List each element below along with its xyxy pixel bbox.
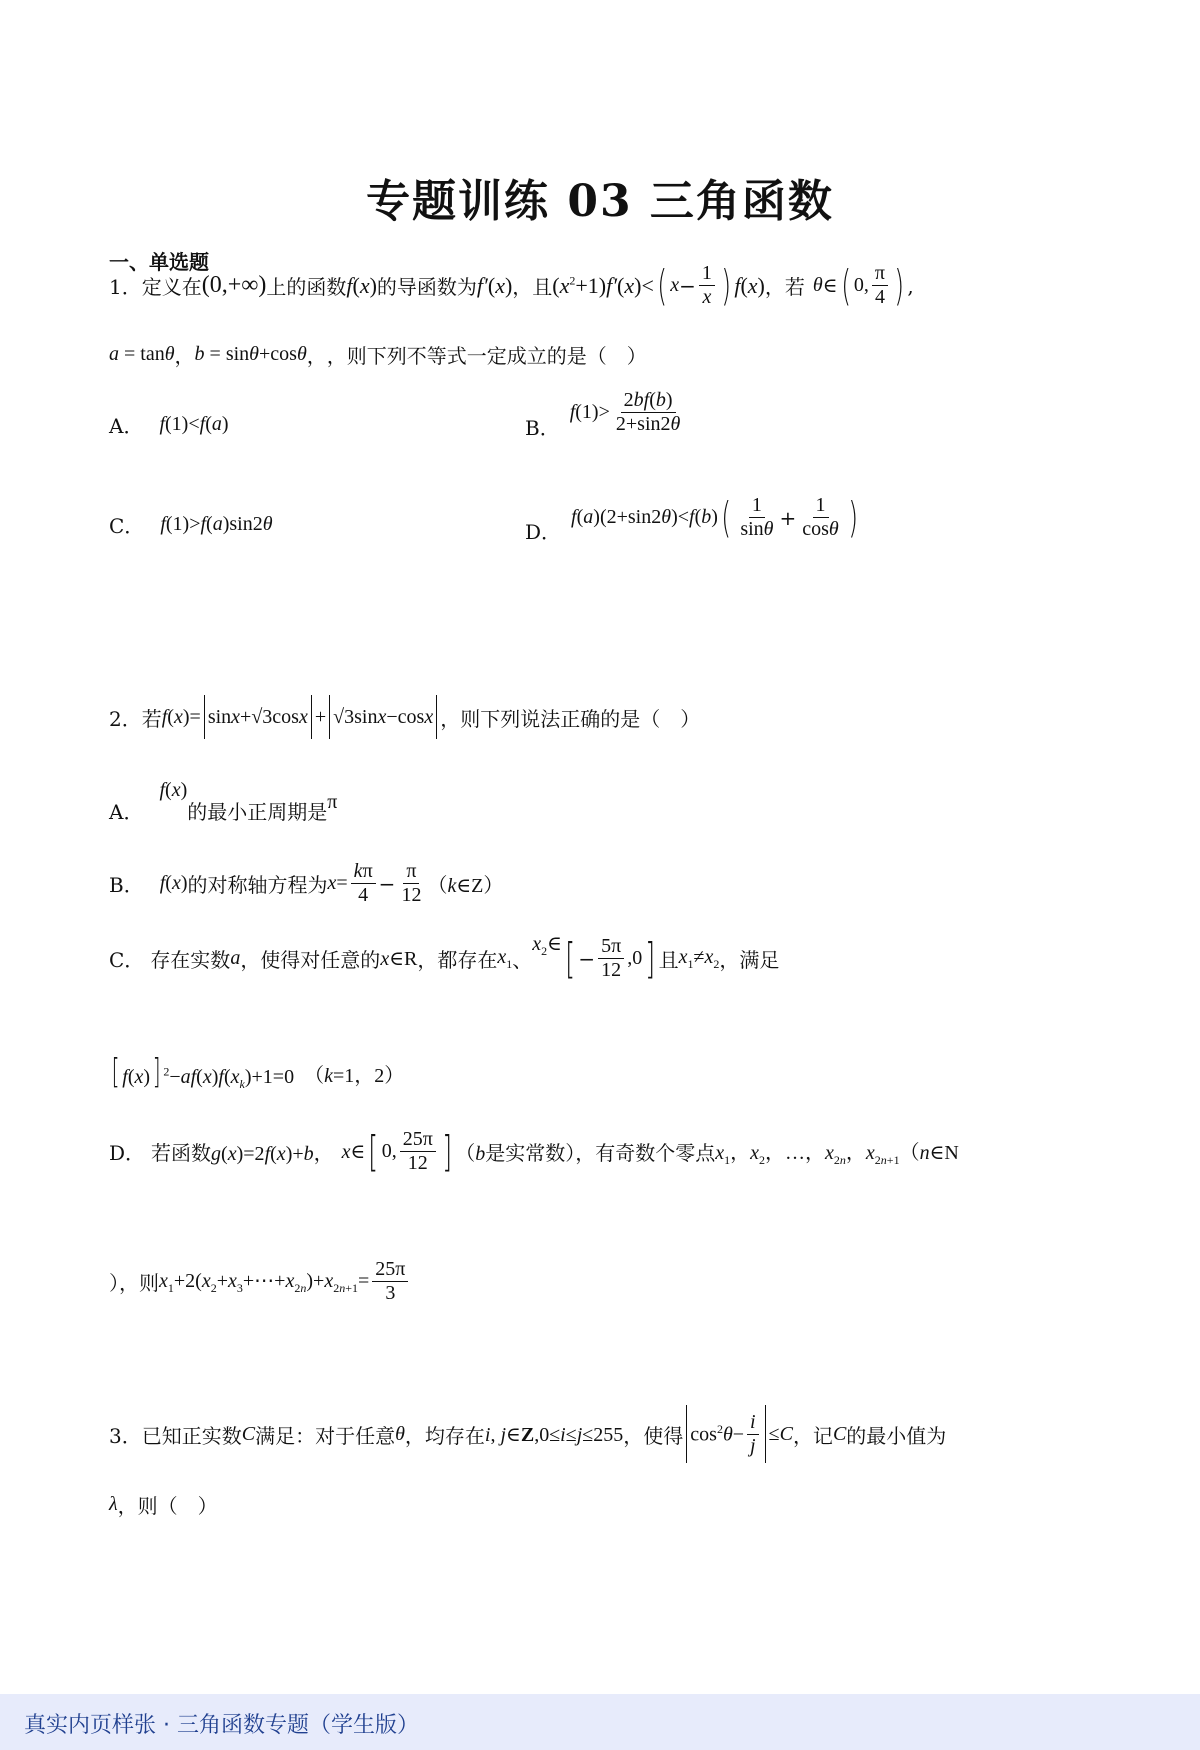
footer-text: 真实内页样张 · 三角函数专题（学生版） — [24, 1713, 419, 1738]
question-3-stem-cont: λ ，则（ ） — [109, 1493, 218, 1518]
page-title: 专题训练 03 三角函数 — [366, 176, 834, 227]
question-1-stem: 1． 定义在 (0,+∞) 上的函数 f ( x ) 的导函数为 f′ ( x ) ，且 $(x^2+1)f'(x)<$ ( x − $\frac{1}{x}$ ) f (x) ，若 θ ∈ ( 0, $\frac{\pi}{4}$ ) , — [109, 260, 914, 310]
question-1-stem-cont: a = tan θ ， b = sin θ +cos θ ， ，则下列不等式一定成立的是（ ） — [109, 343, 647, 368]
q2-option-a[interactable]: A． f(x) 的最小正周期是 π — [109, 779, 338, 824]
section-heading: 一、单选题 — [109, 250, 209, 274]
q2-option-d[interactable]: D． 若函数 g(x)=2f(x)+b， x∈ [ 0, $\frac{25\pi}{12}$ ] （b 是实常数），有奇数个零点 $x_1$，$x_2$，…，$x_{2n}$，$x_{2n+1}(n\in N$ — [109, 1126, 959, 1176]
q1-option-c[interactable]: C． f(1)>f(a)sin2θ — [109, 513, 273, 538]
question-2-stem: 2． 若 f(x)= sinx+√3cosx + √3sinx−cosx ，则下列说法正确的是（ ） — [109, 695, 700, 739]
question-3-stem: 3． 已知正实数 C 满足：对于任意 θ ，均存在 i, j∈Z,0≤i≤j≤255 ，使得 $\cos^2\theta-$ $\frac{i}{j}$ ≤C ，记 C 的最小值为 — [109, 1405, 946, 1463]
q2-option-c-cont: [ f(x)] $^2-af(x)f(x_k)+1=0$ （k=1，2） — [111, 1052, 405, 1092]
footer-banner — [0, 1694, 1200, 1750]
q2-option-c[interactable]: C． 存在实数 a ，使得对任意的 x∈R ，都存在 $x_1$ 、 $x_2\in$ [ − $\frac{5\pi}{12}$ ,0 ] 且 $x_1\ne x_2$ ，满足 — [109, 932, 780, 983]
q2-option-b[interactable]: B． f(x) 的对称轴方程为 x= $\frac{k\pi}{4}$ − $\frac{\pi}{12}$ （k∈Z） — [109, 860, 504, 906]
q1-option-b[interactable]: B． f(1)> $\frac{2bf(b)}{2+\sin 2\theta}$ — [525, 389, 681, 440]
q1-option-a[interactable]: A． f(1)<f(a) — [109, 413, 229, 438]
q2-option-d-cont: ），则 $x_1+2(x_2+x_3+\cdots+x_{2n})+x_{2n+1}=$ $\frac{25\pi}{3}$ — [109, 1258, 411, 1305]
q1-option-d[interactable]: D． f(a)(2+sin2θ)<f(b) ( $\frac{1}{\sin\theta}$ + $\frac{1}{\cos\theta}$ ) — [525, 492, 858, 544]
